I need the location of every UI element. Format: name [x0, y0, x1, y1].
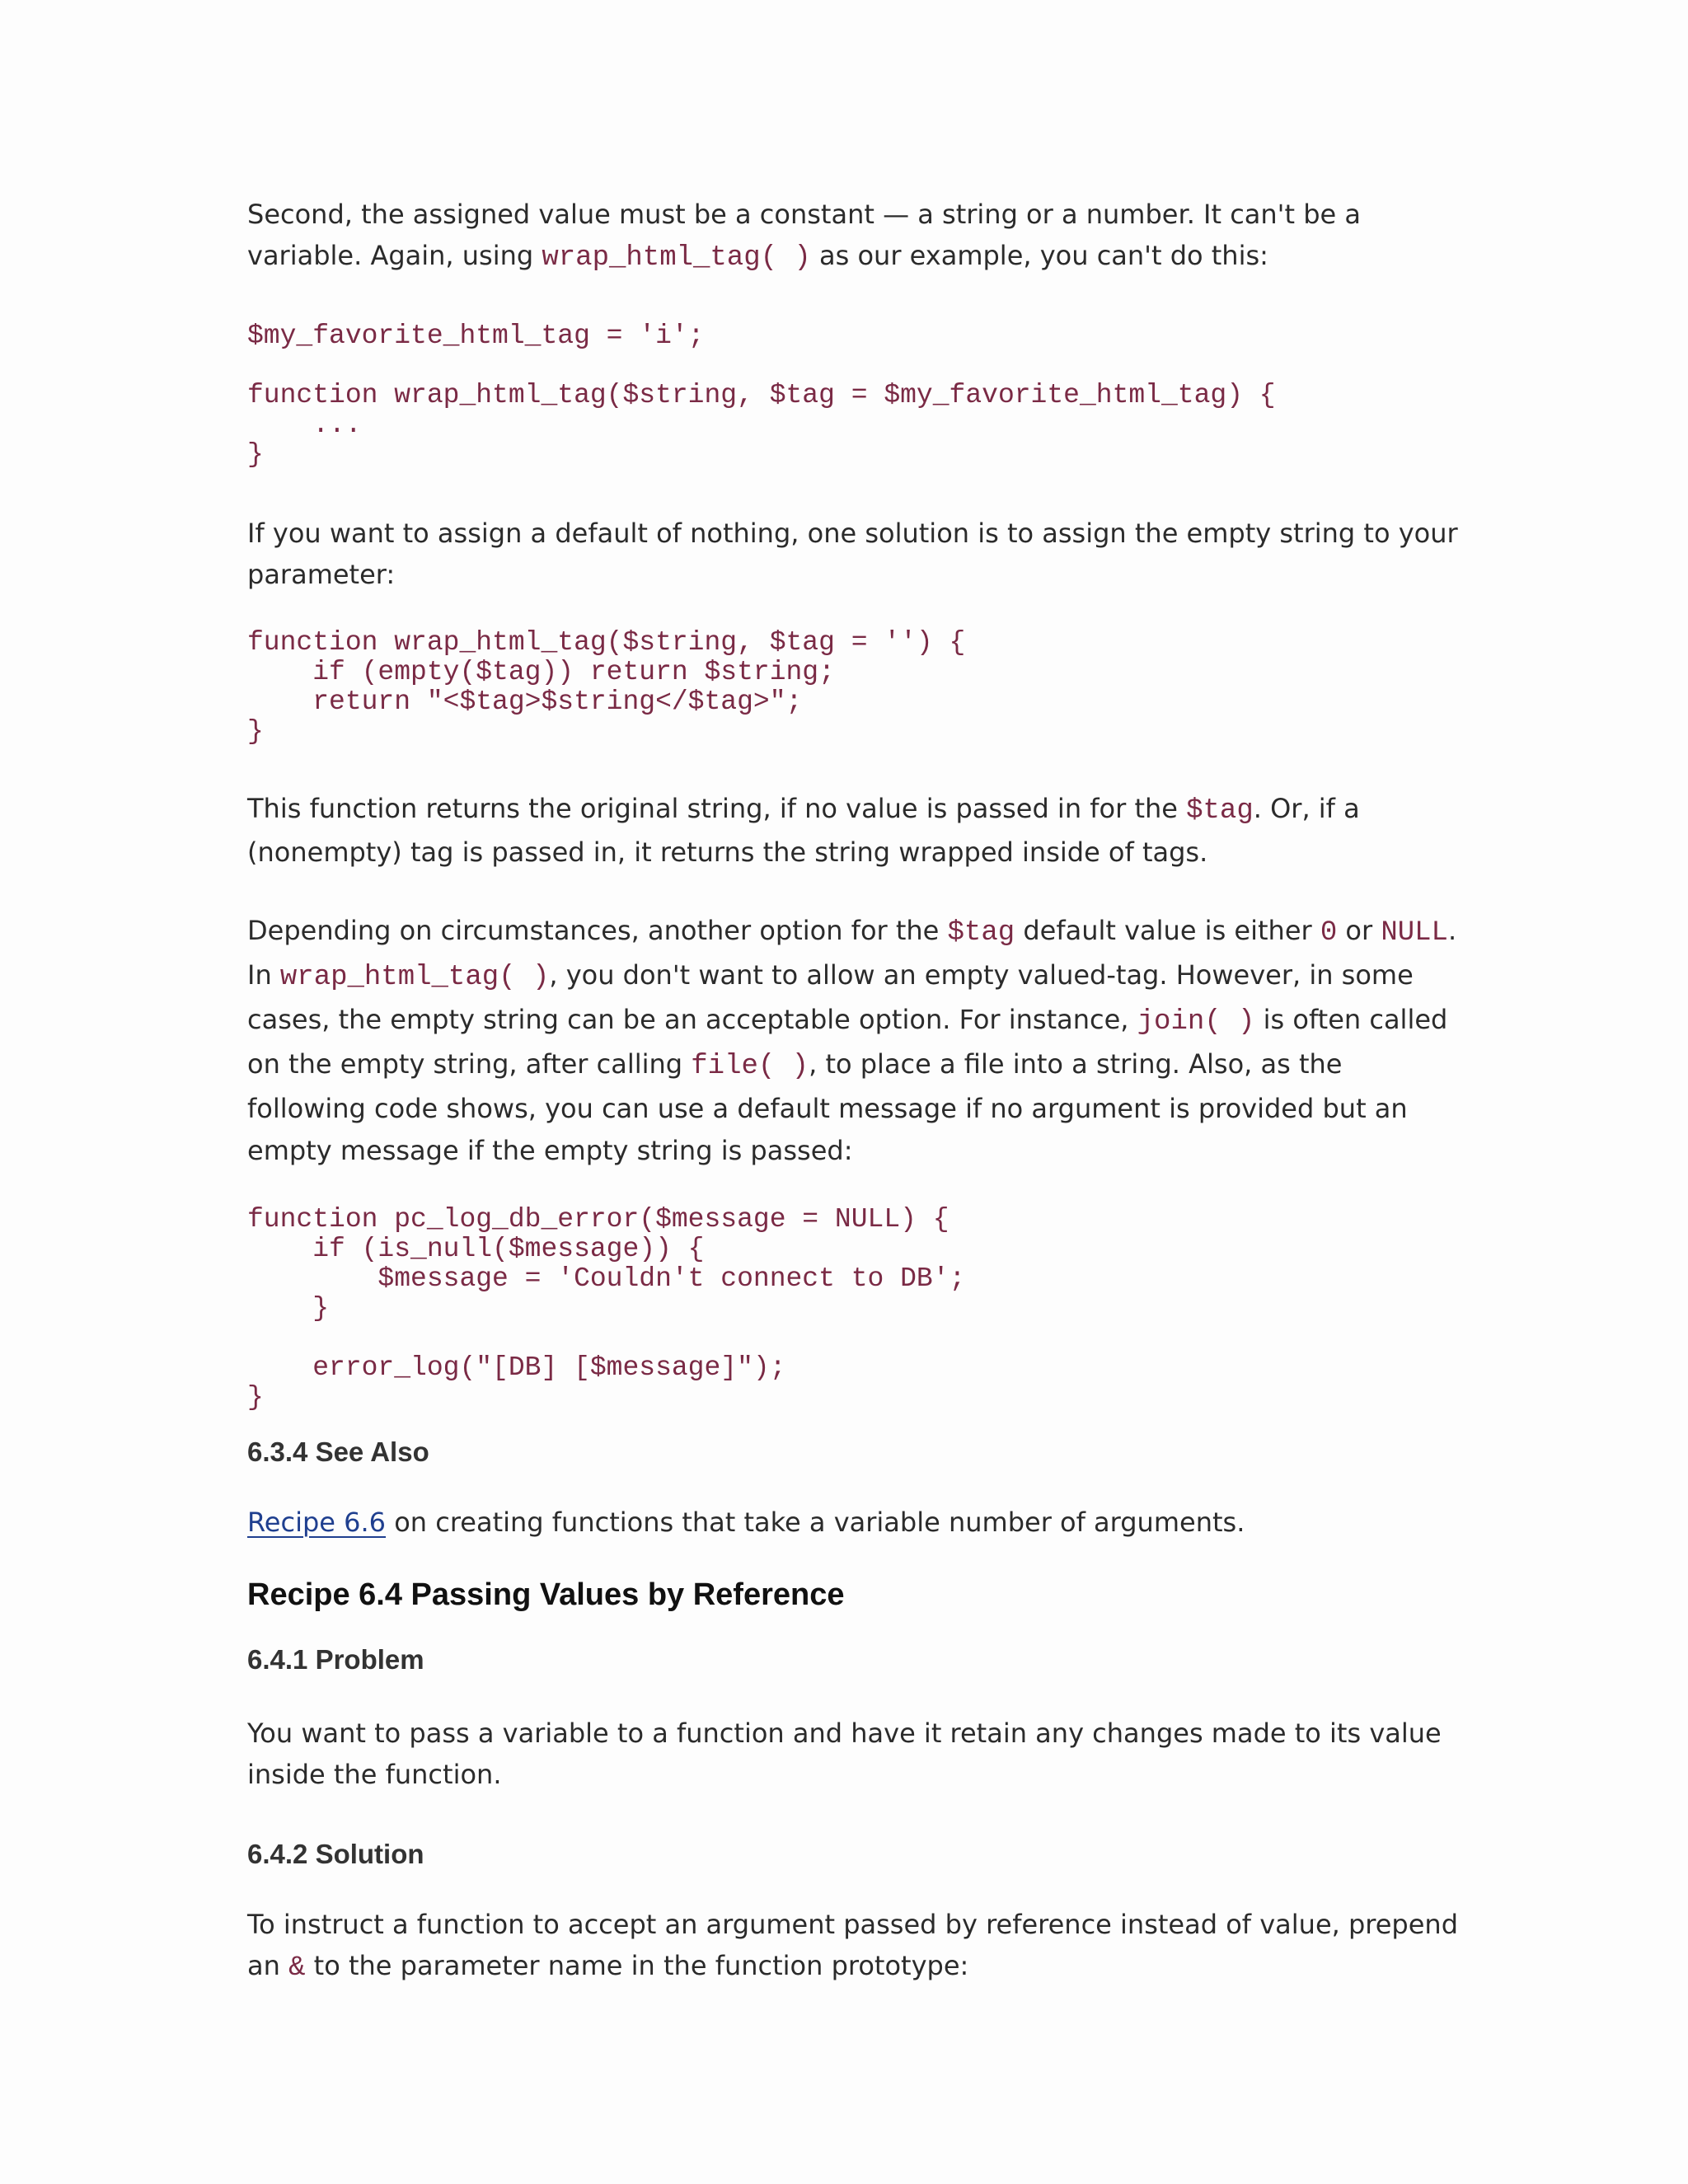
problem-heading: 6.4.1 Problem [247, 1644, 424, 1675]
code-line: function wrap_html_tag($string, $tag = $my_favorite_html_tag) { [247, 380, 1276, 410]
text-span: , to place a file into a string. Also, as the following code shows, you can use a default message if no argument is provided but an empty message if the empty string is passed: [247, 1048, 1408, 1166]
recipe-heading: Recipe 6.4 Passing Values by Reference [247, 1577, 845, 1612]
paragraph-constant-value [247, 194, 1459, 279]
code-line: return "<$tag>$string</$tag>"; [247, 687, 803, 717]
text-span: , you don't want to allow an empty valued-tag. However, in some cases, the empty string can be an acceptable option. For instance, [247, 959, 1414, 1035]
text-span: To instruct a function to accept an argument passed by reference instead of value, prepend an [247, 1909, 1459, 1981]
text-span: is often called on the empty string, after calling [247, 1004, 1448, 1080]
solution-paragraph [247, 1904, 1459, 1989]
text-span: as our example, you can't do this: [810, 240, 1268, 271]
code-line: function wrap_html_tag($string, $tag = '') { [247, 627, 966, 658]
paragraph-empty-default: If you want to assign a default of nothing, one solution is to assign the empty string to your parameter: [247, 518, 1458, 590]
code-line: } [247, 716, 264, 747]
see-also-paragraph [247, 1502, 1459, 1543]
text-span: or [1337, 915, 1381, 946]
code-line: } [247, 1382, 264, 1413]
inline-code: wrap_html_tag( ) [279, 962, 550, 993]
code-block-log-db-error [247, 1205, 1459, 1413]
paragraph-returns-original [247, 788, 1459, 873]
text-span: . Or, if a (nonempty) tag is passed in, it returns the string wrapped inside of tags. [247, 793, 1360, 868]
code-line: ... [247, 410, 362, 440]
code-block-empty-string-default [247, 628, 1459, 747]
code-line: error_log("[DB] [$message]"); [247, 1352, 786, 1383]
text-span: This function returns the original string, if no value is passed in for the [247, 793, 1187, 824]
inline-code: & [288, 1952, 306, 1984]
inline-code: join( ) [1137, 1006, 1255, 1038]
text-span: Depending on circumstances, another option for the [247, 915, 948, 946]
paragraph-circumstances [247, 910, 1459, 1172]
inline-code: 0 [1320, 917, 1338, 949]
code-line: function pc_log_db_error($message = NULL) { [247, 1204, 950, 1235]
inline-code: wrap_html_tag( ) [542, 242, 811, 274]
code-line: $my_favorite_html_tag = 'i'; [247, 321, 705, 351]
recipe-6-6-link[interactable]: Recipe 6.6 [247, 1507, 387, 1538]
code-line: } [247, 439, 264, 470]
inline-code: NULL [1381, 917, 1448, 949]
text-span: Second, the assigned value must be a constant — a string or a number. It can't be a variable. Again, using [247, 199, 1361, 271]
page-content [247, 194, 1459, 1989]
code-block-invalid-default [247, 321, 1459, 470]
inline-code: file( ) [691, 1051, 809, 1082]
inline-code: $tag [947, 917, 1015, 949]
code-line: } [247, 1293, 330, 1324]
code-line: if (empty($tag)) return $string; [247, 657, 835, 687]
problem-paragraph: You want to pass a variable to a function and have it retain any changes made to its value inside the function. [247, 1718, 1442, 1790]
inline-code: $tag [1186, 795, 1254, 827]
see-also-heading: 6.3.4 See Also [247, 1436, 429, 1467]
text-span: default value is either [1015, 915, 1320, 946]
text-span: to the parameter name in the function prototype: [305, 1950, 969, 1981]
text-span: . In [247, 915, 1457, 991]
solution-heading: 6.4.2 Solution [247, 1839, 424, 1869]
code-line: $message = 'Couldn't connect to DB'; [247, 1263, 966, 1294]
code-line: if (is_null($message)) { [247, 1234, 705, 1264]
text-span: on creating functions that take a variable number of arguments. [386, 1507, 1245, 1538]
